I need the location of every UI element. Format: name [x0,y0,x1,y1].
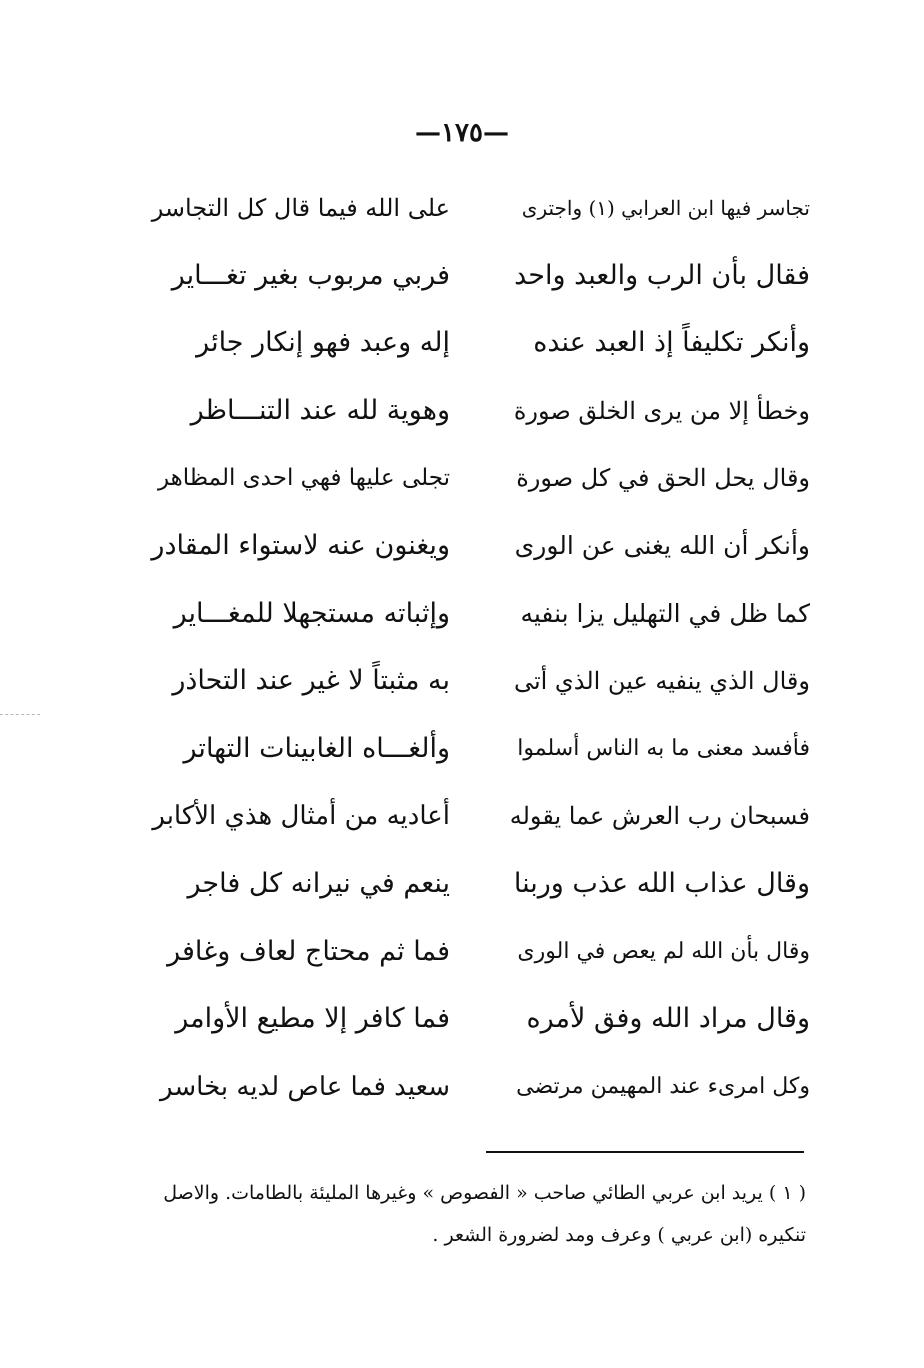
footnotes [146,1172,806,1256]
verse-first-hemistich: فأفسد معنى ما به الناس أسلموا [517,735,810,761]
verse-line [150,721,810,789]
verse-first-hemistich: وكل امرىء عند المهيمن مرتضى [516,1073,810,1099]
verse-line [150,180,810,248]
verse-first-hemistich: وأنكر تكليفاً إذ العبد عنده [533,327,810,359]
verse-first-hemistich: وقال مراد الله وفق لأمره [526,1003,810,1035]
footnote-line: تنكيره (ابن عربي ) وعرف ومد لضرورة الشعر . [432,1224,806,1246]
scan-edge-mark [0,714,40,715]
verse-second-hemistich: فما كافر إلا مطيع الأوامر [175,1003,450,1035]
verse-second-hemistich: وإثباته مستجهلا للمغـــاير [173,597,450,629]
verse-second-hemistich: به مثبتاً لا غير عند التحاذر [172,665,450,697]
verse-first-hemistich: كما ظل في التهليل يزا بنفيه [520,598,810,628]
verse-second-hemistich: وهوية لله عند التنـــاظر [190,394,450,426]
verse-second-hemistich: وألغـــاه الغابينات التهاتر [183,732,450,764]
verse-second-hemistich: تجلى عليها فهي احدى المظاهر [157,465,450,492]
verse-line [150,248,810,316]
verse-line [150,856,810,924]
verse-line [150,450,810,518]
verse-first-hemistich: فقال بأن الرب والعبد واحد [514,259,810,291]
footnote-line: ( ١ ) يريد ابن عربي الطائي صاحب « الفصوص » وغيرها المليئة بالطامات. والاصل [163,1182,806,1204]
verse-first-hemistich: وأنكر أن الله يغنى عن الورى [514,530,810,560]
verse-line [150,924,810,992]
verse-line [150,315,810,383]
poem-verses [150,180,810,1126]
verse-second-hemistich: فما ثم محتاج لعاف وغافر [167,935,450,967]
verse-line [150,586,810,654]
verse-first-hemistich: وقال عذاب الله عذب وربنا [513,867,810,899]
verse-line [150,518,810,586]
verse-line [150,653,810,721]
verse-second-hemistich: إله وعبد فهو إنكار جائر [196,327,450,359]
verse-line [150,383,810,451]
verse-line [150,788,810,856]
verse-line [150,1059,810,1127]
verse-first-hemistich: وخطأ إلا من يرى الخلق صورة [513,396,810,425]
page-number: —١٧٥— [415,118,509,148]
verse-second-hemistich: على الله فيما قال كل التجاسر [151,194,450,222]
verse-second-hemistich: ينعم في نيرانه كل فاجر [187,867,450,899]
verse-first-hemistich: وقال بأن الله لم يعص في الورى [517,938,810,964]
verse-line [150,991,810,1059]
footnote-separator [486,1151,804,1153]
verse-second-hemistich: أعاديه من أمثال هذي الأكابر [152,801,450,832]
verse-first-hemistich: تجاسر فيها ابن العرابي (١) واجترى [521,196,810,220]
verse-second-hemistich: فربي مربوب بغير تغـــاير [171,259,450,291]
verse-first-hemistich: فسبحان رب العرش عما يقوله [509,802,810,831]
verse-second-hemistich: ويغنون عنه لاستواء المقادر [151,529,450,561]
verse-first-hemistich: وقال الذي ينفيه عين الذي أتى [513,667,810,696]
verse-second-hemistich: سعيد فما عاص لديه بخاسر [160,1071,450,1102]
verse-first-hemistich: وقال يحل الحق في كل صورة [516,464,810,493]
